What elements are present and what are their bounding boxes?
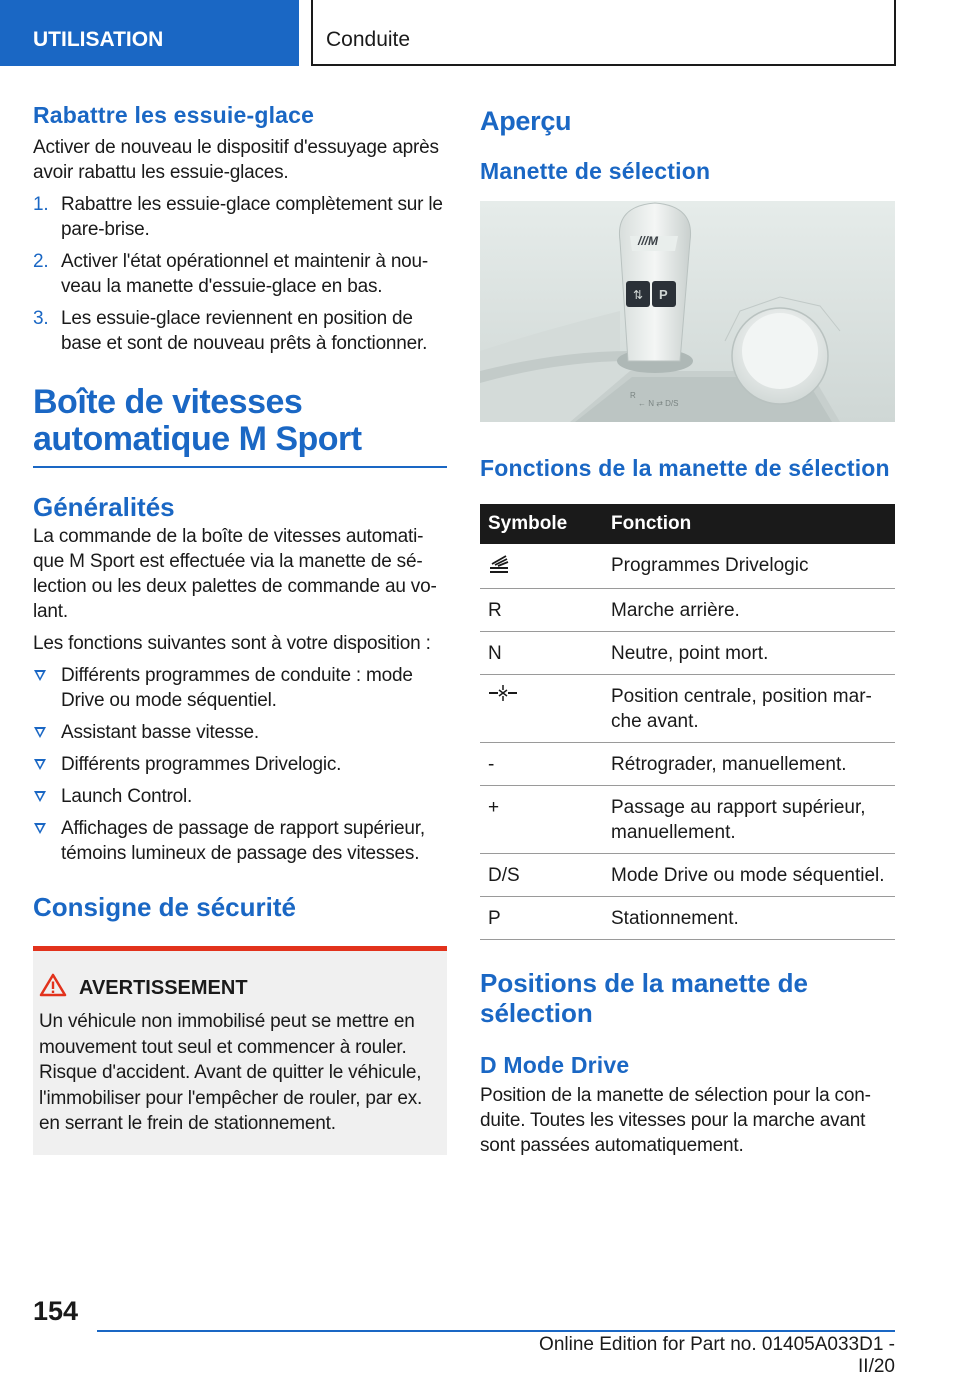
function-cell: Passage au rapport supérieur, manuellement.	[605, 786, 895, 854]
function-cell: Stationnement.	[605, 897, 895, 940]
gearbox-heading: Boîte de vitesses automatique M Sport	[33, 384, 447, 468]
list-item: 2. Activer l'état opérationnel et maintenir à nou-veau la manette d'essuie-glace en bas.	[33, 251, 429, 297]
functions-table	[480, 504, 895, 940]
table-row	[480, 743, 895, 786]
column-header-function: Fonction	[605, 504, 895, 544]
left-column	[33, 102, 447, 1155]
bullet-triangle-icon	[34, 823, 46, 834]
bullet-triangle-icon	[34, 727, 46, 738]
function-cell: Marche arrière.	[605, 589, 895, 632]
symbol-cell: N	[480, 632, 605, 675]
warning-triangle-icon	[39, 973, 73, 1003]
column-header-symbol: Symbole	[480, 504, 605, 544]
function-cell: Programmes Drivelogic	[605, 544, 895, 589]
chapter-title: Conduite	[311, 0, 896, 66]
drivelogic-icon	[488, 553, 510, 580]
table-row	[480, 675, 895, 743]
gear-selector-photo	[480, 201, 895, 422]
symbol-cell: +	[480, 786, 605, 854]
svg-text:R: R	[630, 391, 636, 400]
table-row	[480, 786, 895, 854]
footer-divider	[97, 1330, 895, 1332]
symbol-cell	[480, 544, 605, 589]
bullet-triangle-icon	[34, 759, 46, 770]
warning-box	[33, 946, 447, 1155]
symbol-cell: D/S	[480, 854, 605, 897]
symbol-cell	[480, 675, 605, 743]
list-item: Différents programmes de conduite : mode Drive ou mode séquentiel.	[33, 663, 447, 713]
svg-text:← N ⇄ D/S: ← N ⇄ D/S	[638, 399, 679, 408]
page-number: 154	[33, 1296, 79, 1326]
wiper-steps	[33, 192, 447, 356]
svg-text:///M: ///M	[638, 234, 658, 248]
selector-heading: Manette de sélection	[480, 158, 711, 184]
bullet-triangle-icon	[34, 670, 46, 681]
general-text: La commande de la boîte de vitesses automati-que M Sport est effectuée via la manette de sé-lection ou les deux palettes de commande au vo-lant.	[33, 526, 437, 622]
warning-label: AVERTISSEMENT	[79, 976, 248, 999]
symbol-cell: P	[480, 897, 605, 940]
list-item: Affichages de passage de rapport supérieur, témoins lumineux de passage des vitesses.	[33, 816, 447, 866]
symbol-cell: -	[480, 743, 605, 786]
list-item: Différents programmes Drivelogic.	[33, 752, 447, 777]
list-item: Launch Control.	[33, 784, 447, 809]
edition-note: Online Edition for Part no. 01405A033D1 - II/20	[539, 1334, 895, 1377]
warning-header	[39, 973, 441, 1003]
function-cell: Neutre, point mort.	[605, 632, 895, 675]
functions-intro: Les fonctions suivantes sont à votre disposition :	[33, 633, 431, 654]
center-position-icon	[488, 684, 518, 709]
table-row	[480, 632, 895, 675]
function-cell: Position centrale, position mar-che avant.	[605, 675, 895, 743]
positions-heading: Positions de la manette de sélection	[480, 968, 808, 1028]
right-column	[480, 102, 895, 1158]
table-row	[480, 589, 895, 632]
d-mode-heading: D Mode Drive	[480, 1052, 630, 1078]
warning-text: Un véhicule non immobilisé peut se mettre en mouvement tout seul et commencer à rouler. Risque d'accident. Avant de quitter le véhicule, l'immobiliser pour l'empêcher de rouler, par ex. en serrant le frein de stationnement.	[39, 1011, 423, 1134]
section-tab: UTILISATION	[0, 0, 299, 66]
table-row	[480, 854, 895, 897]
svg-text:⇅: ⇅	[633, 288, 644, 302]
svg-text:P: P	[659, 287, 668, 302]
safety-heading: Consigne de sécurité	[33, 892, 296, 922]
functions-list	[33, 663, 447, 866]
table-row	[480, 544, 895, 589]
list-item: 1. Rabattre les essuie-glace complètement sur le pare-brise.	[33, 194, 443, 240]
general-heading: Généralités	[33, 492, 175, 522]
list-item: Assistant basse vitesse.	[33, 720, 447, 745]
wiper-heading: Rabattre les essuie-glace	[33, 102, 315, 128]
list-item: 3. Les essuie-glace reviennent en position de base et sont de nouveau prêts à fonctionner.	[33, 308, 428, 354]
table-header-row	[480, 504, 895, 544]
table-row	[480, 897, 895, 940]
overview-heading: Aperçu	[480, 106, 572, 136]
wiper-intro: Activer de nouveau le dispositif d'essuyage après avoir rabattu les essuie-glaces.	[33, 137, 439, 183]
d-mode-text: Position de la manette de sélection pour la con-duite. Toutes les vitesses pour la marche avant sont passées automatiquement.	[480, 1085, 871, 1156]
function-cell: Rétrograder, manuellement.	[605, 743, 895, 786]
bullet-triangle-icon	[34, 791, 46, 802]
functions-heading: Fonctions de la manette de sélection	[480, 455, 890, 481]
function-cell: Mode Drive ou mode séquentiel.	[605, 854, 895, 897]
symbol-cell: R	[480, 589, 605, 632]
